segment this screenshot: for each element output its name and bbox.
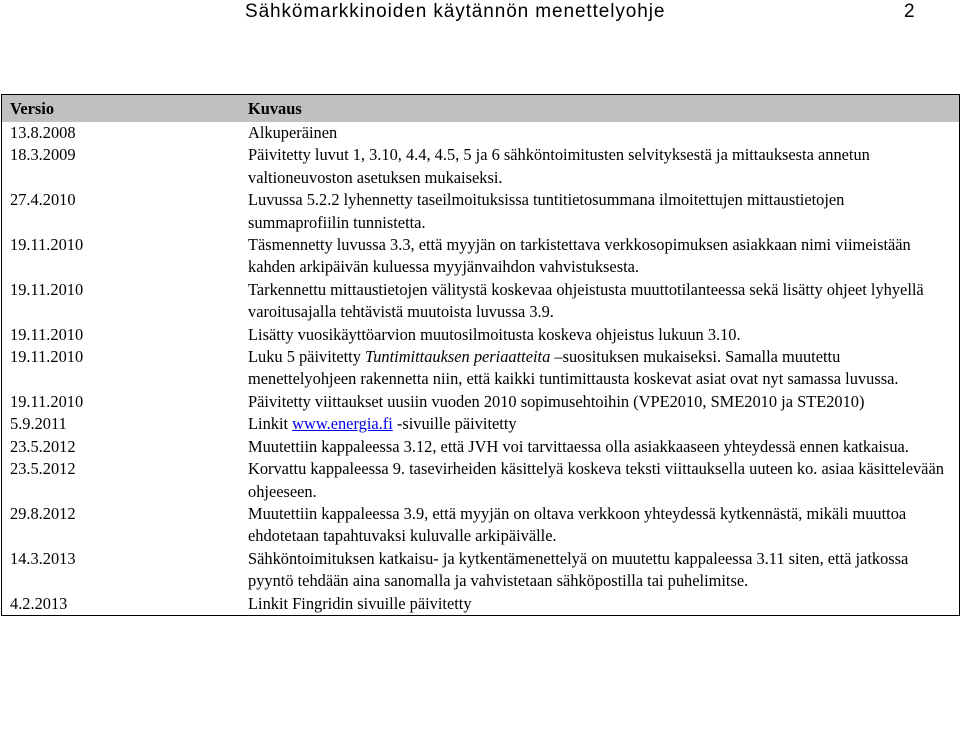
table-row — [2, 279, 959, 324]
table-row — [2, 458, 959, 503]
table-row — [2, 346, 959, 391]
description-cell: Lisätty vuosikäyttöarvion muutosilmoitusta koskeva ohjeistus lukuun 3.10. — [248, 324, 741, 344]
description-cell: Tarkennettu mittaustietojen välitystä koskevaa ohjeistusta muuttotilanteessa sekä lisätty ohjeet lyhyellä varoitusajalla tehtävistä muutoista luvussa 3.9. — [248, 279, 924, 322]
description-cell: Päivitetty luvut 1, 3.10, 4.4, 4.5, 5 ja 6 sähköntoimitusten selvityksestä ja mittauksesta annetun valtioneuvoston asetuksen mukaiseksi. — [248, 145, 870, 187]
description-cell — [240, 346, 959, 391]
version-cell: 14.3.2013 — [10, 548, 76, 568]
version-cell: 29.8.2012 — [10, 503, 76, 523]
description-cell: Linkit Fingridin sivuille päivitetty — [248, 593, 472, 613]
version-cell: 27.4.2010 — [10, 190, 76, 210]
version-cell: 19.11.2010 — [10, 347, 84, 367]
version-cell: 4.2.2013 — [10, 593, 68, 613]
table-row — [2, 593, 959, 615]
table-header-row — [2, 95, 959, 122]
version-cell: 13.8.2008 — [10, 123, 76, 142]
version-cell: 19.11.2010 — [10, 324, 84, 344]
table-row — [2, 234, 959, 279]
description-text: –suosituksen mukaiseksi. Samalla muutettu menettelyohjeen rakennetta niin, että kaikki tuntimittausta koskevat asiat ovat nyt samassa luvussa. — [248, 347, 899, 389]
table-row — [2, 436, 959, 458]
document-title: Sähkömarkkinoiden käytännön menettelyohje — [245, 1, 666, 22]
version-cell: 18.3.2009 — [10, 145, 76, 165]
version-cell: 19.11.2010 — [10, 391, 84, 411]
table-row — [2, 189, 959, 234]
version-cell: 5.9.2011 — [10, 414, 67, 434]
description-cell: Täsmennetty luvussa 3.3, että myyjän on tarkistettava verkkosopimuksen asiakkaan nimi viimeistään kahden arkipäivän kuluessa myyjänvaihdon vahvistuksesta. — [248, 235, 911, 277]
page-header — [0, 0, 960, 30]
description-cell: Alkuperäinen — [248, 123, 338, 142]
version-cell: 19.11.2010 — [10, 279, 84, 299]
description-text: Linkit — [248, 414, 293, 434]
version-history-table — [1, 94, 960, 616]
description-cell: Päivitetty viittaukset uusiin vuoden 2010 sopimusehtoihin (VPE2010, SME2010 ja STE2010) — [248, 391, 865, 411]
table-row — [2, 122, 959, 144]
table-row — [2, 391, 959, 413]
energia-link[interactable]: www.energia.fi — [292, 414, 393, 434]
table-row — [2, 324, 959, 346]
version-cell: 19.11.2010 — [10, 235, 84, 255]
description-cell: Luvussa 5.2.2 lyhennetty taseilmoituksissa tuntitietosummana ilmoitettujen mittaustietojen summaprofiilin tunnistetta. — [248, 190, 845, 232]
table-row — [2, 413, 959, 435]
description-text: -sivuille päivitetty — [392, 414, 517, 434]
description-text: Luku 5 päivitetty — [248, 347, 365, 367]
description-cell: Muutettiin kappaleessa 3.12, että JVH voi tarvittaessa olla asiakkaaseen yhteydessä ennen katkaisua. — [248, 436, 909, 456]
table-row — [2, 548, 959, 593]
description-cell: Korvattu kappaleessa 9. tasevirheiden käsittelyä koskeva teksti viittauksella uuteen ko. asiaa käsittelevään ohjeeseen. — [248, 459, 944, 501]
description-cell — [240, 413, 959, 435]
italic-title: Tuntimittauksen periaatteita — [365, 347, 551, 367]
description-cell: Muutettiin kappaleessa 3.9, että myyjän on oltava verkkoon yhteydessä kytkennästä, mikäli muuttoa ehdotetaan tapahtuvaksi kuluvalle arkipäivälle. — [248, 503, 907, 546]
version-cell: 23.5.2012 — [10, 459, 76, 479]
page-number: 2 — [904, 1, 915, 22]
version-cell: 23.5.2012 — [10, 436, 76, 456]
column-header-version: Versio — [10, 99, 55, 118]
table-row — [2, 144, 959, 189]
description-cell: Sähköntoimituksen katkaisu- ja kytkentämenettelyä on muutettu kappaleessa 3.11 siten, että jatkossa pyyntö tehdään aina sanomalla ja vahvistetaan sähköpostilla tai puhelimitse. — [248, 548, 909, 591]
table-row — [2, 503, 959, 548]
column-header-description: Kuvaus — [248, 99, 302, 118]
